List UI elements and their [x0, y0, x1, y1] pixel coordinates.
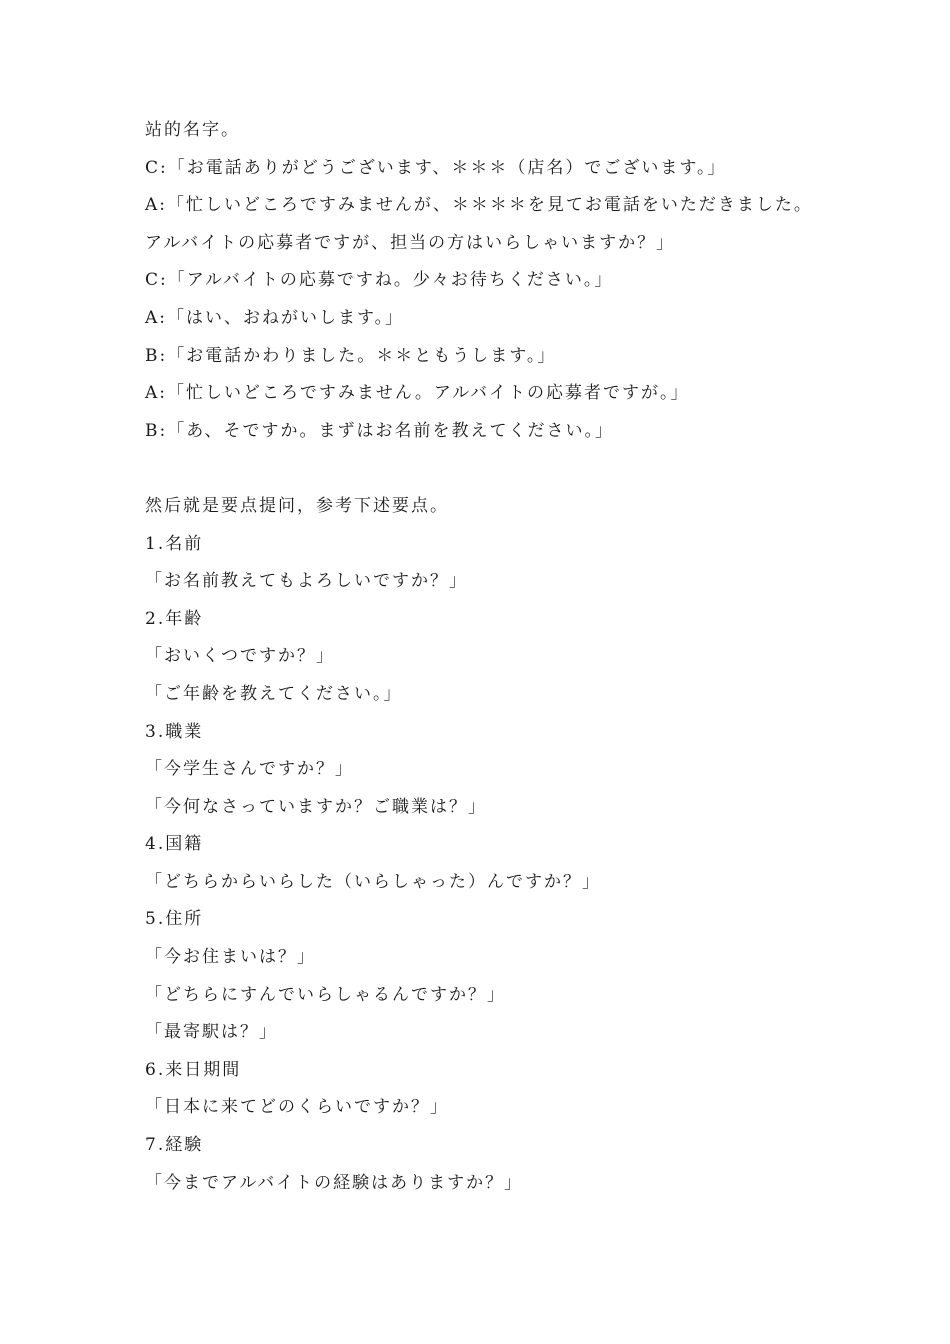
question-line: 「日本に来てどのくらいですか？」: [145, 1097, 449, 1118]
dialogue-line: A:「忙しいどころですみません。アルバイトの応募者ですが。」: [145, 383, 690, 404]
point-heading: 3.職業: [145, 721, 204, 742]
dialogue-line: B:「あ、そですか。まずはお名前を教えてください。」: [145, 420, 615, 441]
question-line: 「お名前教えてもよろしいですか？」: [145, 571, 468, 592]
text-line: 站的名字。: [145, 120, 240, 140]
question-line: 「最寄駅は？」: [145, 1022, 278, 1043]
question-line: 「どちらにすんでいらしゃるんですか？」: [145, 984, 506, 1005]
dialogue-line: A:「はい、おねがいします。」: [145, 307, 405, 328]
question-line: 「今学生さんですか？」: [145, 759, 354, 780]
question-line: 「ご年齢を教えてください。」: [145, 683, 403, 704]
point-heading: 2.年齢: [145, 608, 204, 629]
point-heading: 7.経験: [145, 1135, 204, 1156]
dialogue-line: A:「忙しいどころですみませんが、＊＊＊＊を見てお電話をいただきました。: [145, 195, 813, 216]
question-line: 「おいくつですか？」: [145, 646, 335, 667]
dialogue-line: アルバイトの応募者ですが、担当の方はいらしゃいますか？」: [145, 232, 676, 253]
question-line: 「今何なさっていますか？ご職業は？」: [145, 796, 487, 817]
paragraph-gap: [145, 450, 905, 488]
document-page: [145, 112, 905, 1202]
question-line: 「今までアルバイトの経験はありますか？」: [145, 1172, 524, 1193]
dialogue-line: C:「お電話ありがどうございます、＊＊＊（店名）でございます。」: [145, 157, 727, 178]
point-heading: 6.来日期間: [145, 1059, 242, 1080]
question-line: 「どちらからいらした（いらしゃった）んですか？」: [145, 871, 601, 892]
point-heading: 4.国籍: [145, 834, 204, 855]
point-heading: 1.名前: [145, 533, 204, 554]
point-heading: 5.住所: [145, 909, 204, 930]
dialogue-line: C:「アルバイトの応募ですね。少々お待ちください。」: [145, 270, 614, 291]
intro-line: 然后就是要点提问，参考下述要点。: [145, 495, 449, 516]
question-line: 「今お住まいは？」: [145, 947, 316, 968]
dialogue-line: B:「お電話かわりました。＊＊ともうします。」: [145, 345, 557, 366]
